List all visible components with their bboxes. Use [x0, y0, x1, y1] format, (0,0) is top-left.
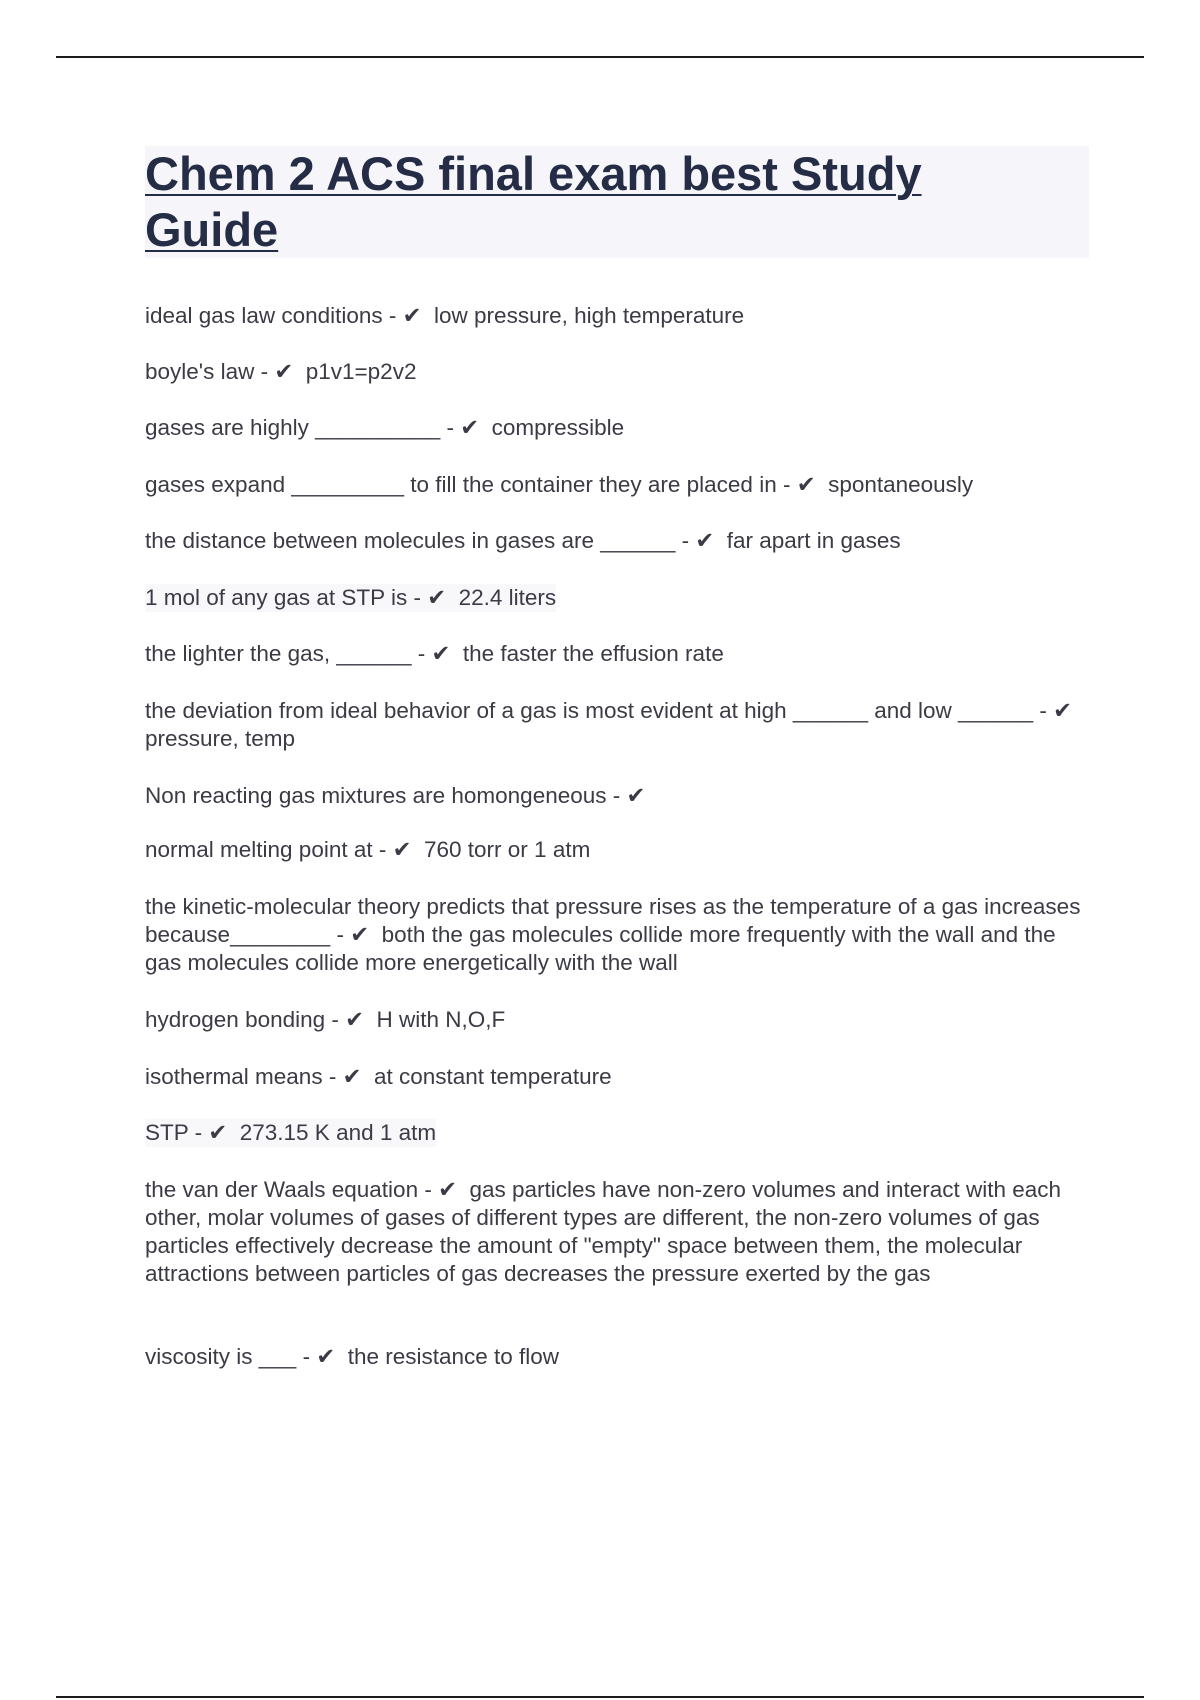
entry-separator: - [407, 585, 428, 610]
entry-term: normal melting point at [145, 837, 373, 862]
entry-term: hydrogen bonding [145, 1007, 326, 1032]
list-item [145, 640, 724, 668]
entry-term: gases are highly __________ [145, 415, 441, 440]
check-icon: ✔ [316, 1344, 336, 1369]
entry-answer: gas particles have non-zero volumes and interact with each other, molar volumes of gases of different types are different, the non-zero volumes of gas particles effectively decrease the amount of "empty" space between them, the molecular attractions between particles of gas decreases the pressure exerted by the gas [145, 1177, 1062, 1286]
entry-term: the distance between molecules in gases are ______ [145, 528, 676, 553]
entry-answer: far apart in gases [726, 528, 901, 553]
entry-separator: - [776, 472, 797, 497]
check-icon: ✔ [350, 922, 370, 947]
check-icon: ✔ [402, 303, 422, 328]
check-icon: ✔ [626, 783, 646, 808]
title-block [145, 146, 1089, 258]
check-icon: ✔ [392, 837, 412, 862]
list-item [145, 836, 590, 864]
check-icon: ✔ [208, 1120, 228, 1145]
list-item [145, 302, 744, 330]
list-item [145, 414, 624, 442]
list-item [145, 697, 1089, 753]
page-title: Chem 2 ACS final exam best Study Guide [145, 147, 922, 256]
entry-answer: compressible [491, 415, 625, 440]
list-item [145, 1006, 505, 1034]
entry-separator: - [382, 303, 403, 328]
entry-separator: - [675, 528, 696, 553]
entry-answer: the faster the effusion rate [462, 641, 724, 666]
entry-answer: low pressure, high temperature [434, 303, 745, 328]
entry-term: viscosity is ___ [145, 1344, 297, 1369]
entry-answer: the resistance to flow [347, 1344, 560, 1369]
entry-answer: 760 torr or 1 atm [424, 837, 591, 862]
list-item [145, 782, 645, 810]
entry-answer: H with N,O,F [376, 1007, 506, 1032]
check-icon: ✔ [431, 641, 451, 666]
entry-separator: - [440, 415, 461, 440]
entry-answer: p1v1=p2v2 [305, 359, 417, 384]
check-icon: ✔ [1053, 698, 1072, 723]
entry-term: the kinetic-molecular theory predicts that pressure rises as the temperature of a gas increases because________ [145, 894, 1081, 947]
entry-answer: 22.4 liters [458, 585, 557, 610]
list-item [145, 527, 901, 555]
list-item [145, 584, 556, 612]
entry-separator: - [188, 1120, 209, 1145]
entry-term: boyle's law [145, 359, 255, 384]
entry-separator: - [372, 837, 393, 862]
check-icon: ✔ [438, 1177, 457, 1202]
entry-term: the van der Waals equation [145, 1177, 419, 1202]
entry-answer: spontaneously [828, 472, 974, 497]
list-item [145, 1176, 1089, 1288]
list-item [145, 1063, 612, 1091]
entry-separator: - [330, 922, 351, 947]
list-item [145, 358, 416, 386]
check-icon: ✔ [342, 1064, 362, 1089]
check-icon: ✔ [796, 472, 816, 497]
check-icon: ✔ [695, 528, 715, 553]
entry-term: Non reacting gas mixtures are homongeneous [145, 783, 607, 808]
top-rule [56, 56, 1144, 58]
list-item [145, 893, 1089, 977]
entry-separator: - [411, 641, 432, 666]
entry-answer: both the gas molecules collide more frequently with the wall and the gas molecules collide more energetically with the wall [145, 922, 1056, 975]
bottom-rule [56, 1696, 1144, 1698]
entry-term: the lighter the gas, ______ [145, 641, 412, 666]
entry-answer: at constant temperature [373, 1064, 612, 1089]
list-item [145, 471, 973, 499]
entry-separator: - [296, 1344, 317, 1369]
entry-answer: 273.15 K and 1 atm [239, 1120, 437, 1145]
entry-term: gases expand _________ to fill the container they are placed in [145, 472, 777, 497]
entry-separator: - [325, 1007, 346, 1032]
entry-term: isothermal means [145, 1064, 323, 1089]
check-icon: ✔ [274, 359, 294, 384]
list-item [145, 1343, 559, 1371]
entry-term: STP [145, 1120, 189, 1145]
entry-separator: - [1033, 698, 1054, 723]
check-icon: ✔ [427, 585, 447, 610]
entry-term: the deviation from ideal behavior of a gas is most evident at high ______ and low ______ [145, 698, 1034, 723]
entry-term: ideal gas law conditions [145, 303, 383, 328]
entry-separator: - [606, 783, 627, 808]
entry-answer: pressure, temp [145, 726, 296, 751]
check-icon: ✔ [460, 415, 480, 440]
check-icon: ✔ [345, 1007, 365, 1032]
entry-separator: - [418, 1177, 439, 1202]
entry-term: 1 mol of any gas at STP is [145, 585, 408, 610]
list-item [145, 1119, 436, 1147]
entry-separator: - [322, 1064, 343, 1089]
entry-separator: - [254, 359, 275, 384]
